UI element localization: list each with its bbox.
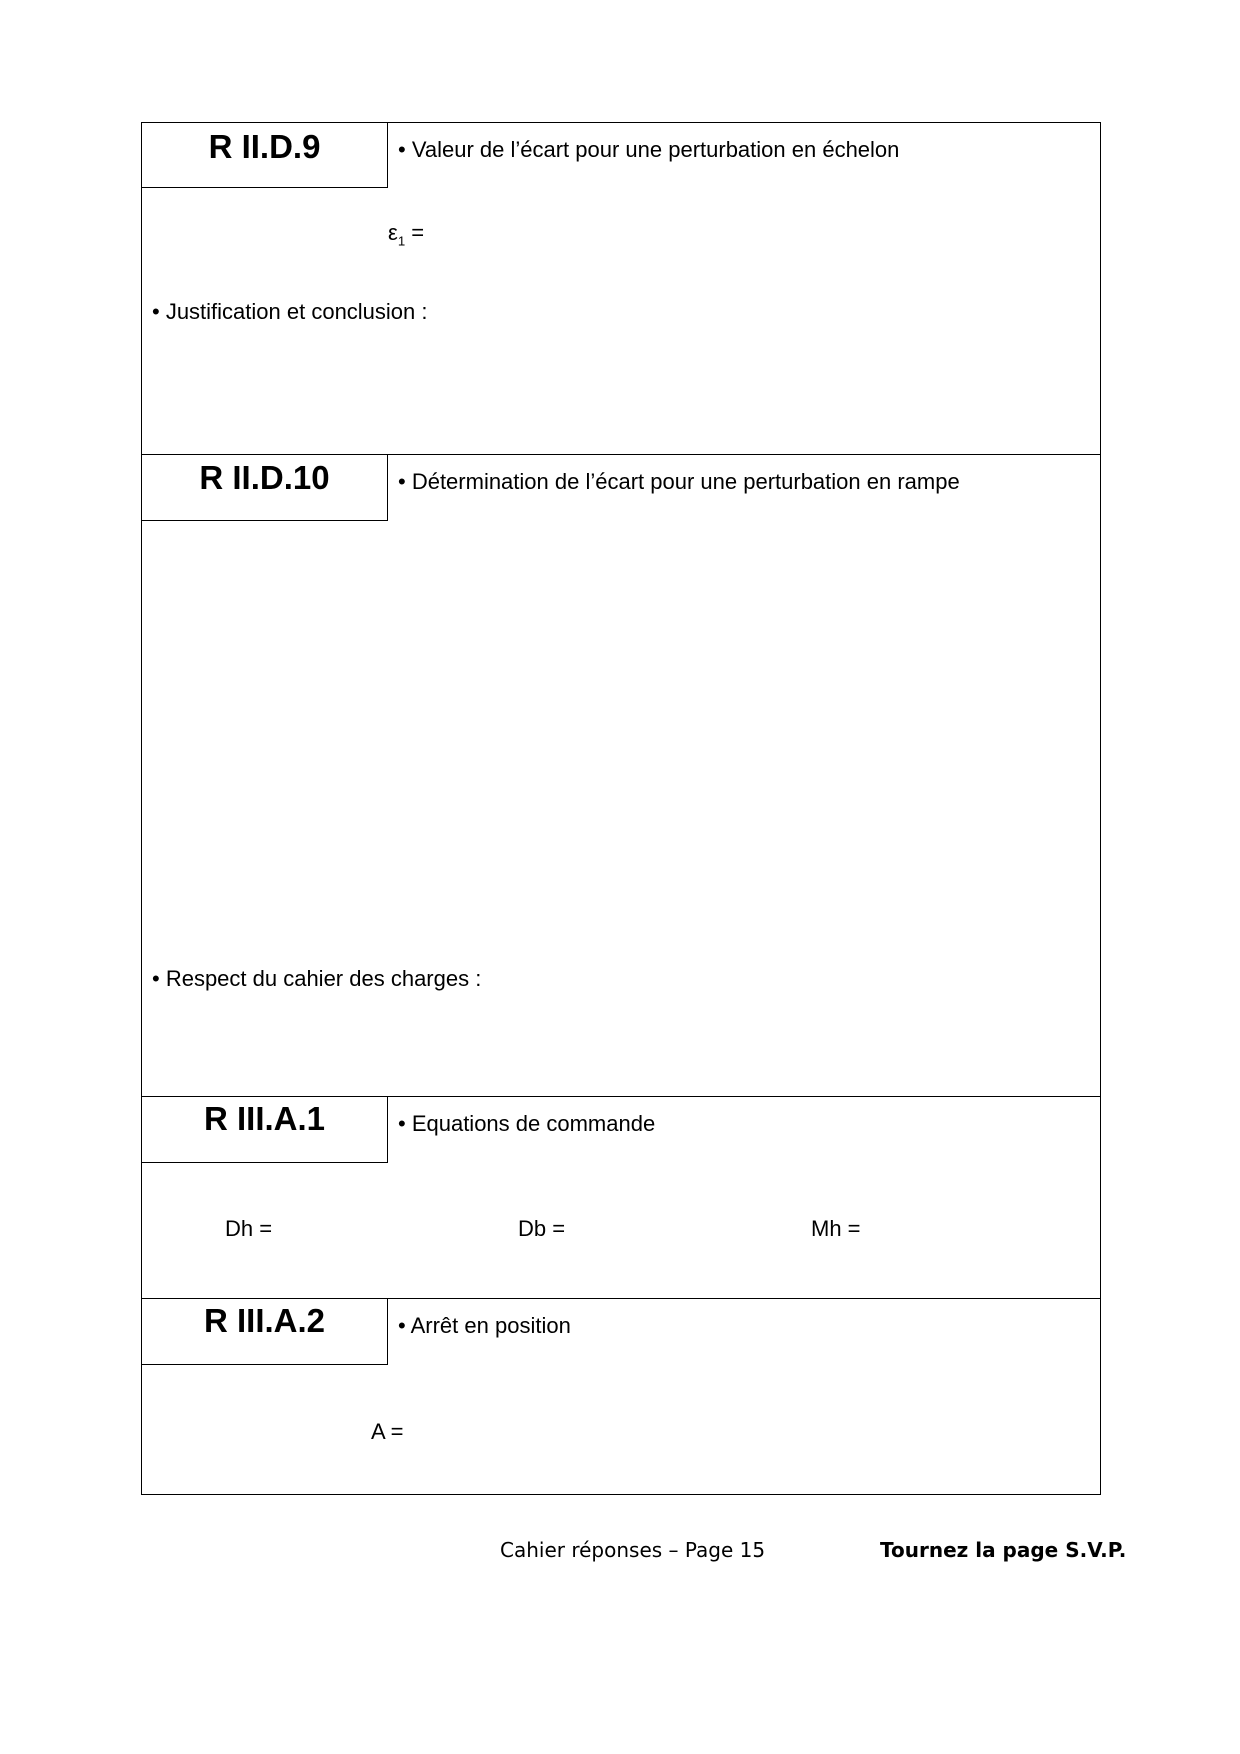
section-heading: • Equations de commande: [398, 1111, 656, 1136]
justification-prompt: • Justification et conclusion :: [152, 299, 428, 324]
a-field-label: A =: [371, 1419, 404, 1444]
page-number: Cahier réponses – Page 15: [500, 1538, 766, 1562]
section-code-box: [141, 1097, 388, 1163]
section-code: R II.D.10: [199, 459, 330, 496]
section-code-box: [141, 1299, 388, 1365]
section-heading: • Arrêt en position: [398, 1313, 571, 1338]
epsilon-field-label: $\varepsilon_1$ =: [388, 220, 425, 249]
specification-prompt: • Respect du cahier des charges :: [152, 966, 482, 991]
section-heading: • Valeur de l’écart pour une perturbation en échelon: [398, 137, 900, 162]
section-heading: • Détermination de l’écart pour une perturbation en rampe: [398, 469, 960, 494]
section-code: R II.D.9: [208, 128, 321, 165]
section-code: R III.A.1: [203, 1100, 326, 1137]
mh-field-label: Mh =: [811, 1216, 861, 1241]
answer-frame: [141, 122, 1101, 1495]
section-code: R III.A.2: [203, 1302, 326, 1339]
turn-page-note: Tournez la page S.V.P.: [880, 1538, 1127, 1562]
section-code-box: [141, 455, 388, 521]
db-field-label: Db =: [518, 1216, 566, 1241]
dh-field-label: Dh =: [225, 1216, 273, 1241]
section-code-box: [141, 122, 388, 188]
